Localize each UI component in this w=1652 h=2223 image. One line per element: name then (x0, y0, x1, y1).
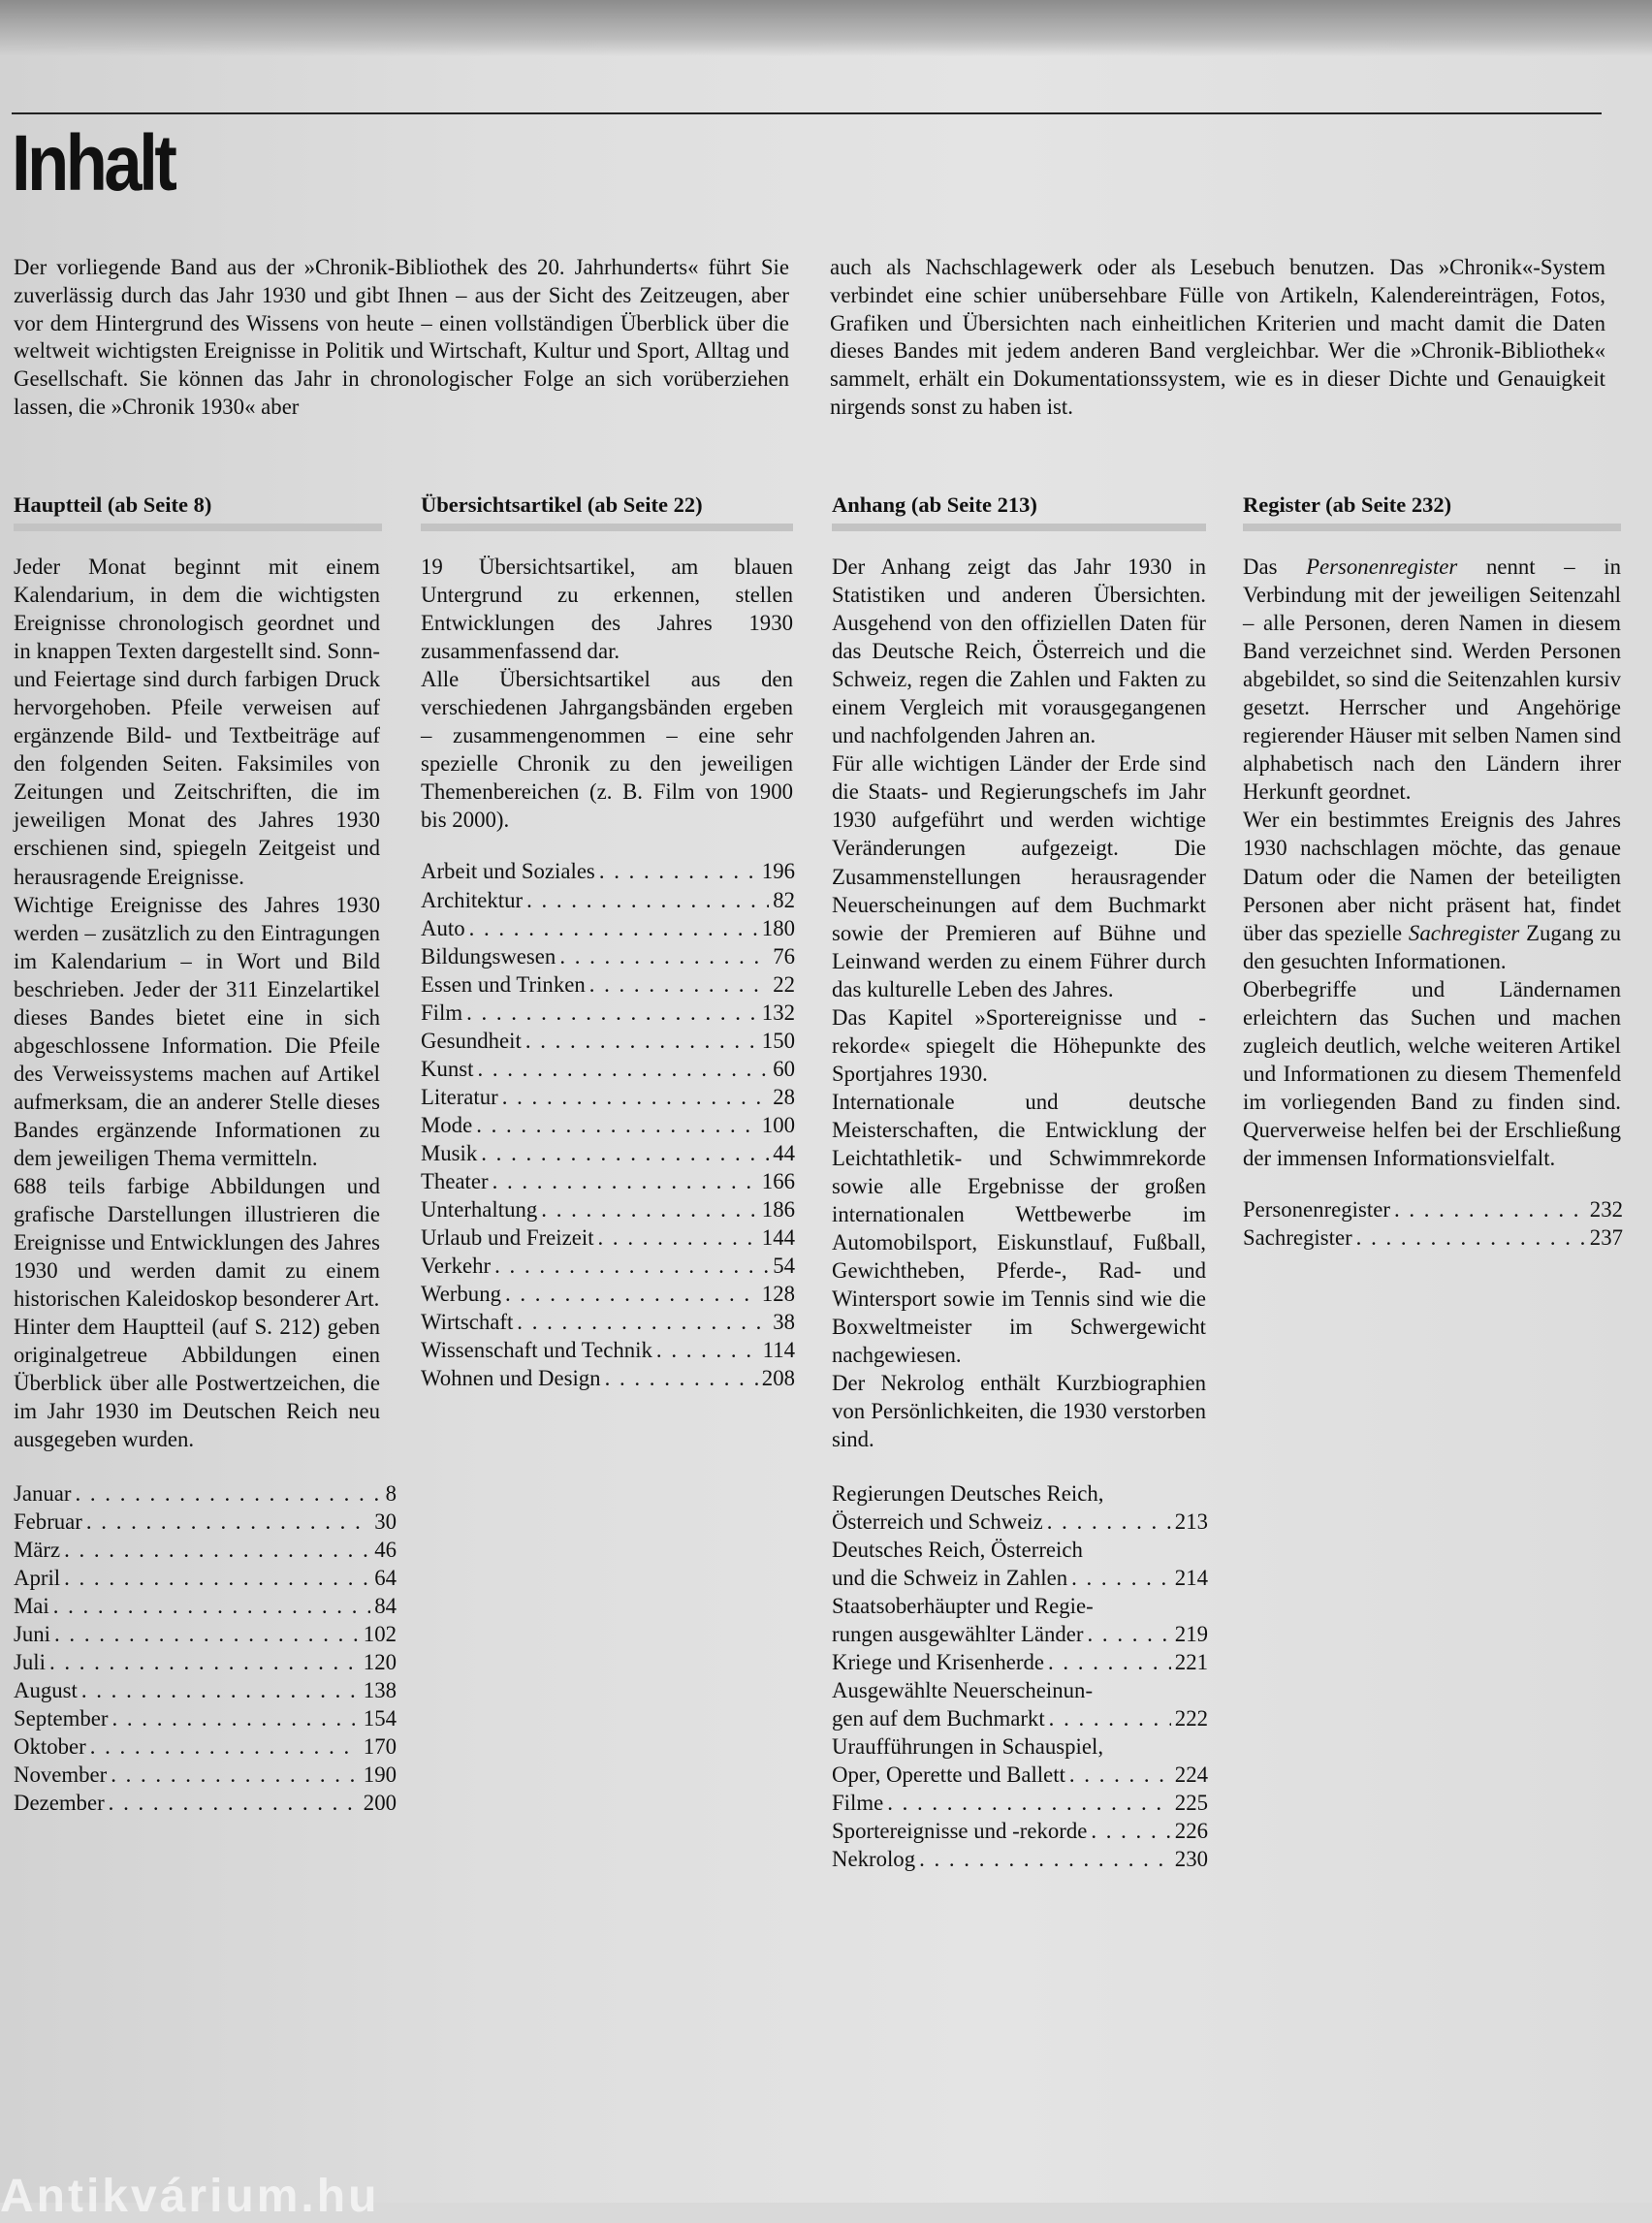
toc-title: gen auf dem Buchmarkt (832, 1705, 1045, 1731)
toc-leader (1356, 1223, 1586, 1252)
toc-leader (54, 1620, 360, 1648)
toc-page: 82 (773, 887, 795, 912)
toc-entry (832, 1789, 1208, 1817)
toc-title: Oktober (14, 1733, 86, 1759)
toc-page: 208 (761, 1366, 795, 1391)
toc-leader (589, 970, 769, 999)
toc-entry (832, 1845, 1208, 1873)
toc-entry (1243, 1223, 1623, 1252)
anhang-paragraph: Der Nekrolog enthält Kurzbiographien von Persönlichkeiten, die 1930 verstorben sind. (832, 1371, 1206, 1452)
toc-page: 222 (1174, 1705, 1208, 1731)
toc-page: 150 (761, 1028, 795, 1053)
toc-title: Dezember (14, 1791, 105, 1816)
toc-leader (541, 1195, 758, 1223)
toc-entry (832, 1536, 1208, 1592)
intro-left-text: Der vorliegende Band aus der »Chronik-Bibliothek des 20. Jahrhunderts« führt Sie zuverlässig durch das Jahr 1930 und gibt Ihnen – aus der Sicht des Zeitzeugen, aber vor dem Hintergrund des Wissens von heute – einen vollständigen Überblick über die weltweit wichtigsten Ereignisse in Politik und Wirtschaft, Kultur und Sport, Alltag und Gesellschaft. Sie können das Jahr in chronologischer Folge an sich vorüberziehen lassen, die »Chronik 1930« aber (14, 255, 789, 419)
intro-right-text: auch als Nachschlagewerk oder als Lesebuch benutzen. Das »Chronik«-System verbindet eine schier unübersehbare Fülle von Artikeln, Kalendereinträgen, Fotos, Grafiken und Übersichten nach einheitlichen Kriterien und macht damit die Daten dieses Bandes mit jedem anderen Band vergleichbar. Wer die »Chronik-Bibliothek« sammelt, erhält ein Dokumentationssystem, wie es in dieser Dichte und Genauigkeit nirgends sonst zu haben ist. (830, 255, 1605, 419)
toc-leader (505, 1280, 758, 1308)
toc-entry (421, 1280, 795, 1308)
toc-title-line1: Staatsoberhäupter und Regie- (832, 1593, 1094, 1618)
toc-page: 214 (1174, 1565, 1208, 1590)
toc-leader (599, 857, 758, 885)
toc-page: 237 (1589, 1225, 1623, 1251)
toc-page: 30 (374, 1508, 397, 1534)
toc-entry (421, 1139, 795, 1167)
toc-leader (492, 1167, 758, 1195)
toc-title-line1: Deutsches Reich, Österreich (832, 1537, 1083, 1562)
toc-title: Mai (14, 1593, 49, 1618)
register-text (1243, 553, 1621, 1172)
toc-entry (421, 1336, 795, 1364)
toc-page: 64 (374, 1565, 397, 1590)
anhang-heading: Anhang (ab Seite 213) (832, 491, 1206, 531)
toc-entry (421, 1027, 795, 1055)
toc-entry (14, 1479, 397, 1508)
toc-title: Oper, Operette und Ballett (832, 1762, 1065, 1787)
toc-leader (111, 1761, 360, 1789)
toc-leader (49, 1648, 360, 1676)
topics-toc (421, 857, 795, 1392)
toc-page: 28 (773, 1084, 795, 1109)
toc-title: Wirtschaft (421, 1310, 514, 1335)
toc-title: Februar (14, 1508, 82, 1534)
text-run: Wer ein bestimmtes Ereignis des Jahres 1930 nachschlagen möchte, das genaue Datum oder die Namen der beteiligten Personen aber nicht präsent hat, findet über das spezielle (1243, 808, 1621, 945)
toc-leader (81, 1676, 360, 1704)
toc-page: 8 (385, 1480, 397, 1506)
toc-title: Personenregister (1243, 1197, 1390, 1223)
toc-title: April (14, 1565, 61, 1590)
toc-leader (517, 1308, 769, 1336)
toc-page: 144 (761, 1225, 795, 1251)
toc-entry (421, 1055, 795, 1083)
toc-title: Film (421, 1000, 463, 1025)
toc-leader (112, 1704, 360, 1732)
toc-title: Juli (14, 1649, 46, 1674)
toc-title: Juni (14, 1621, 51, 1646)
toc-title: Auto (421, 915, 465, 940)
toc-entry (832, 1732, 1208, 1789)
register-paragraph: Oberbegriffe und Ländernamen erleichtern das Suchen und machen zugleich deutlich, welche weiteren Artikel und Informationen zu diesem Themenfeld im vorliegenden Band zu finden sind. Querverweise helfen bei der Erschließung der immensen Informationsvielfalt. (1243, 976, 1621, 1170)
toc-entry (421, 886, 795, 914)
toc-entry (14, 1620, 397, 1648)
toc-page: 186 (761, 1197, 795, 1223)
hauptteil-paragraph: Jeder Monat beginnt mit einem Kalendarium, in dem die wichtigsten Ereignisse chronologisch geordnet und in knappen Texten dargestellt sind. Sonn- und Feiertage sind durch farbigen Druck hervorgehoben. Pfeile verweisen auf ergänzende Bild- und Textbeiträge auf den folgenden Seiten. Faksimiles von Zeitungen und Zeitschriften, die im jeweiligen Monat des Jahres 1930 erschienen sind, spiegeln Zeitgeist und herausragende Ereignisse. (14, 555, 380, 889)
toc-leader (1071, 1564, 1171, 1592)
toc-entry (832, 1648, 1208, 1676)
toc-entry (14, 1536, 397, 1564)
toc-leader (76, 1479, 382, 1508)
toc-entry (832, 1817, 1208, 1845)
toc-title: Werbung (421, 1282, 501, 1307)
hauptteil-section (14, 491, 397, 1817)
toc-page: 132 (761, 1000, 795, 1025)
toc-leader (53, 1592, 370, 1620)
toc-page: 76 (773, 943, 795, 969)
toc-title: Literatur (421, 1084, 498, 1109)
toc-leader (502, 1083, 769, 1111)
toc-page: 54 (773, 1254, 795, 1279)
toc-page: 114 (762, 1338, 795, 1363)
anhang-paragraph: Das Kapitel »Sportereignisse und -rekorde« spiegelt die Höhepunkte des Sportjahres 1930. (832, 1004, 1206, 1086)
toc-page: 213 (1174, 1508, 1208, 1534)
toc-title: Theater (421, 1168, 489, 1193)
uebersicht-paragraph: 19 Übersichtsartikel, am blauen Untergrund zu erkennen, stellen Entwicklungen des Jahres 1930 zusammenfassend dar. (421, 555, 793, 664)
top-edge-shadow (0, 0, 1652, 56)
toc-entry (14, 1564, 397, 1592)
toc-page: 232 (1589, 1197, 1623, 1223)
toc-entry (14, 1508, 397, 1536)
toc-leader (476, 1111, 758, 1139)
toc-leader (90, 1732, 360, 1761)
text-run: nennt – in Verbindung mit der jeweiligen Seitenzahl – alle Personen, deren Namen in diesem Band verzeichnet sind. Werden Personen abgebildet, so sind die Seitenzahlen kursiv gesetzt. Herrscher und Angehörige regierender Häuser mit selben Namen sind alphabetisch nach den Ländern ihrer Herkunft geordnet. (1243, 555, 1621, 805)
toc-entry (421, 1364, 795, 1392)
toc-title: und die Schweiz in Zahlen (832, 1565, 1068, 1590)
toc-title: Musik (421, 1140, 478, 1165)
toc-leader (656, 1336, 759, 1364)
toc-title: Architektur (421, 887, 524, 912)
toc-leader (525, 1027, 758, 1055)
toc-title: Sachregister (1243, 1225, 1352, 1251)
toc-leader (109, 1789, 360, 1817)
uebersicht-section (421, 491, 793, 1392)
toc-page: 154 (363, 1705, 397, 1731)
toc-entry (421, 1111, 795, 1139)
toc-entry (421, 1223, 795, 1252)
toc-page: 138 (363, 1677, 397, 1702)
header-rule (12, 112, 1602, 114)
toc-leader (1049, 1704, 1171, 1732)
uebersicht-paragraph: Alle Übersichtsartikel aus den verschiedenen Jahrgangsbänden ergeben – zusammengenommen – eine sehr spezielle Chronik zu den jeweiligen Themenbereichen (z. B. Film von 1900 bis 2000). (421, 667, 793, 833)
toc-entry (421, 942, 795, 970)
toc-entry (14, 1676, 397, 1704)
anhang-section (832, 491, 1206, 1873)
toc-entry (832, 1676, 1208, 1732)
toc-page: 170 (363, 1733, 397, 1759)
toc-page: 46 (374, 1537, 397, 1562)
register-section (1243, 491, 1621, 1252)
toc-page: 190 (363, 1762, 397, 1787)
italic-term: Personenregister (1306, 555, 1458, 579)
toc-page: 120 (363, 1649, 397, 1674)
toc-leader (477, 1055, 769, 1083)
register-heading: Register (ab Seite 232) (1243, 491, 1621, 531)
toc-page: 230 (1174, 1847, 1208, 1872)
toc-title: Sportereignisse und -rekorde (832, 1819, 1088, 1844)
toc-page: 84 (374, 1593, 397, 1618)
toc-page: 219 (1174, 1621, 1208, 1646)
toc-page: 224 (1174, 1762, 1208, 1787)
toc-page: 22 (773, 971, 795, 997)
toc-title-line1: Regierungen Deutsches Reich, (832, 1480, 1104, 1506)
toc-leader (1047, 1508, 1171, 1536)
toc-leader (1048, 1648, 1171, 1676)
anhang-paragraph: Internationale und deutsche Meisterschaften, die Entwicklung der Leichtathletik- und Schwimmrekorde sowie alle Ergebnisse der großen internationalen Wettbewerbe im Automobilsport, Eiskunstlauf, Fußball, Gewichtheben, Pferde-, Rad- und Wintersport sowie im Tennis sind wie die Boxweltmeister im Schwergewicht nachgewiesen. (832, 1089, 1206, 1368)
hauptteil-text (14, 553, 380, 1454)
toc-title: Mode (421, 1112, 473, 1137)
toc-entry (421, 1195, 795, 1223)
hauptteil-paragraph: 688 teils farbige Abbildungen und grafische Darstellungen illustrieren die Ereignisse und Entwicklungen des Jahres 1930 und werden damit zu einem historischen Kaleidoskop besonderer Art. (14, 1174, 380, 1312)
toc-title: September (14, 1705, 109, 1731)
toc-leader (1069, 1761, 1171, 1789)
watermark: Antikvárium.hu (0, 2171, 380, 2222)
toc-entry (1243, 1195, 1623, 1223)
toc-entry (421, 1167, 795, 1195)
toc-leader (598, 1223, 758, 1252)
anhang-paragraph: Der Anhang zeigt das Jahr 1930 in Statistiken und anderen Übersichten. Ausgehend von den offiziellen Daten für das Deutsche Reich, Österreich und die Schweiz, regen die Zahlen und Fakten zu einem Vergleich mit vorausgegangenen und nachfolgenden Jahren an. (832, 555, 1206, 748)
toc-title: Januar (14, 1480, 72, 1506)
toc-entry (832, 1592, 1208, 1648)
appendix-toc (832, 1479, 1208, 1874)
toc-entry (14, 1592, 397, 1620)
toc-leader (1394, 1195, 1586, 1223)
toc-page: 166 (761, 1168, 795, 1193)
hauptteil-paragraph: Hinter dem Hauptteil (auf S. 212) geben originalgetreue Abbildungen einen Überblick über alle Postwertzeichen, die im Jahr 1930 im Deutschen Reich neu ausgegeben wurden. (14, 1315, 380, 1452)
page-title: Inhalt (12, 119, 175, 207)
toc-entry (421, 1308, 795, 1336)
toc-leader (86, 1508, 370, 1536)
toc-leader (605, 1364, 758, 1392)
toc-title: Bildungswesen (421, 943, 556, 969)
toc-title-line1: Ausgewählte Neuerscheinun- (832, 1677, 1094, 1702)
toc-title: Österreich und Schweiz (832, 1508, 1043, 1534)
toc-leader (494, 1252, 769, 1280)
toc-entry (832, 1479, 1208, 1536)
toc-leader (887, 1789, 1171, 1817)
uebersicht-heading: Übersichtsartikel (ab Seite 22) (421, 491, 793, 531)
toc-page: 128 (761, 1282, 795, 1307)
toc-leader (481, 1139, 769, 1167)
anhang-text (832, 553, 1206, 1454)
text-run: Zugang zu den gesuchten Informationen. (1243, 920, 1621, 973)
toc-title: Nekrolog (832, 1847, 916, 1872)
toc-title: Verkehr (421, 1254, 492, 1279)
toc-title: August (14, 1677, 78, 1702)
register-paragraph (1243, 806, 1621, 974)
anhang-paragraph: Für alle wichtigen Länder der Erde sind die Staats- und Regierungschefs im Jahr 1930 aufgeführt und werden wichtige Veränderungen aufgezeigt. Die Zusammenstellungen herausragender Neuerscheinungen auf dem Buchmarkt sowie der Premieren auf Bühne und Leinwand werden zu einem Führer durch das kulturelle Leben des Jahres. (832, 751, 1206, 1001)
toc-leader (469, 914, 758, 942)
text-run: Das (1243, 555, 1307, 579)
toc-page: 38 (773, 1310, 795, 1335)
toc-leader (1091, 1817, 1170, 1845)
months-toc (14, 1479, 397, 1818)
toc-page: 196 (761, 859, 795, 884)
toc-leader (466, 999, 758, 1027)
italic-term: Sachregister (1408, 920, 1520, 945)
toc-entry (14, 1704, 397, 1732)
toc-page: 180 (761, 915, 795, 940)
toc-entry (421, 970, 795, 999)
toc-entry (14, 1648, 397, 1676)
toc-page: 44 (773, 1140, 795, 1165)
toc-title: November (14, 1762, 108, 1787)
hauptteil-heading: Hauptteil (ab Seite 8) (14, 491, 382, 531)
toc-title: rungen ausgewählter Länder (832, 1621, 1084, 1646)
toc-page: 102 (363, 1621, 397, 1646)
toc-entry (14, 1761, 397, 1789)
toc-entry (421, 857, 795, 885)
toc-title-line1: Uraufführungen in Schauspiel, (832, 1733, 1104, 1759)
hauptteil-paragraph: Wichtige Ereignisse des Jahres 1930 werden – zusätzlich zu den Eintragungen im Kalendarium – in Wort und Bild beschrieben. Jeder der 311 Einzelartikel dieses Bandes bietet eine in sich abgeschlossene Information. Die Pfeile des Verweissystems machen auf Artikel aufmerksam, die an anderer Stelle dieses Bandes ergänzende Informationen zu dem jeweiligen Thema vermitteln. (14, 892, 380, 1170)
toc-entry (421, 1083, 795, 1111)
toc-title: März (14, 1537, 61, 1562)
toc-page: 200 (363, 1791, 397, 1816)
toc-title: Unterhaltung (421, 1197, 538, 1223)
toc-entry (421, 1252, 795, 1280)
toc-entry (14, 1789, 397, 1817)
toc-page: 100 (761, 1112, 795, 1137)
toc-page: 221 (1174, 1649, 1208, 1674)
toc-title: Kunst (421, 1056, 474, 1081)
toc-leader (919, 1845, 1171, 1873)
toc-page: 226 (1174, 1819, 1208, 1844)
uebersicht-text (421, 553, 793, 834)
toc-title: Filme (832, 1791, 884, 1816)
toc-entry (421, 914, 795, 942)
toc-title: Wissenschaft und Technik (421, 1338, 652, 1363)
toc-title: Gesundheit (421, 1028, 522, 1053)
register-toc (1243, 1195, 1623, 1252)
toc-entry (14, 1732, 397, 1761)
toc-title: Urlaub und Freizeit (421, 1225, 594, 1251)
toc-leader (64, 1564, 370, 1592)
toc-entry (421, 999, 795, 1027)
toc-title: Arbeit und Soziales (421, 859, 595, 884)
toc-leader (64, 1536, 370, 1564)
toc-title: Wohnen und Design (421, 1366, 601, 1391)
toc-leader (526, 886, 769, 914)
toc-title: Kriege und Krisenherde (832, 1649, 1045, 1674)
toc-page: 225 (1174, 1791, 1208, 1816)
toc-leader (559, 942, 769, 970)
register-paragraph (1243, 553, 1621, 806)
toc-page: 60 (773, 1056, 795, 1081)
toc-leader (1088, 1620, 1171, 1648)
toc-title: Essen und Trinken (421, 971, 586, 997)
